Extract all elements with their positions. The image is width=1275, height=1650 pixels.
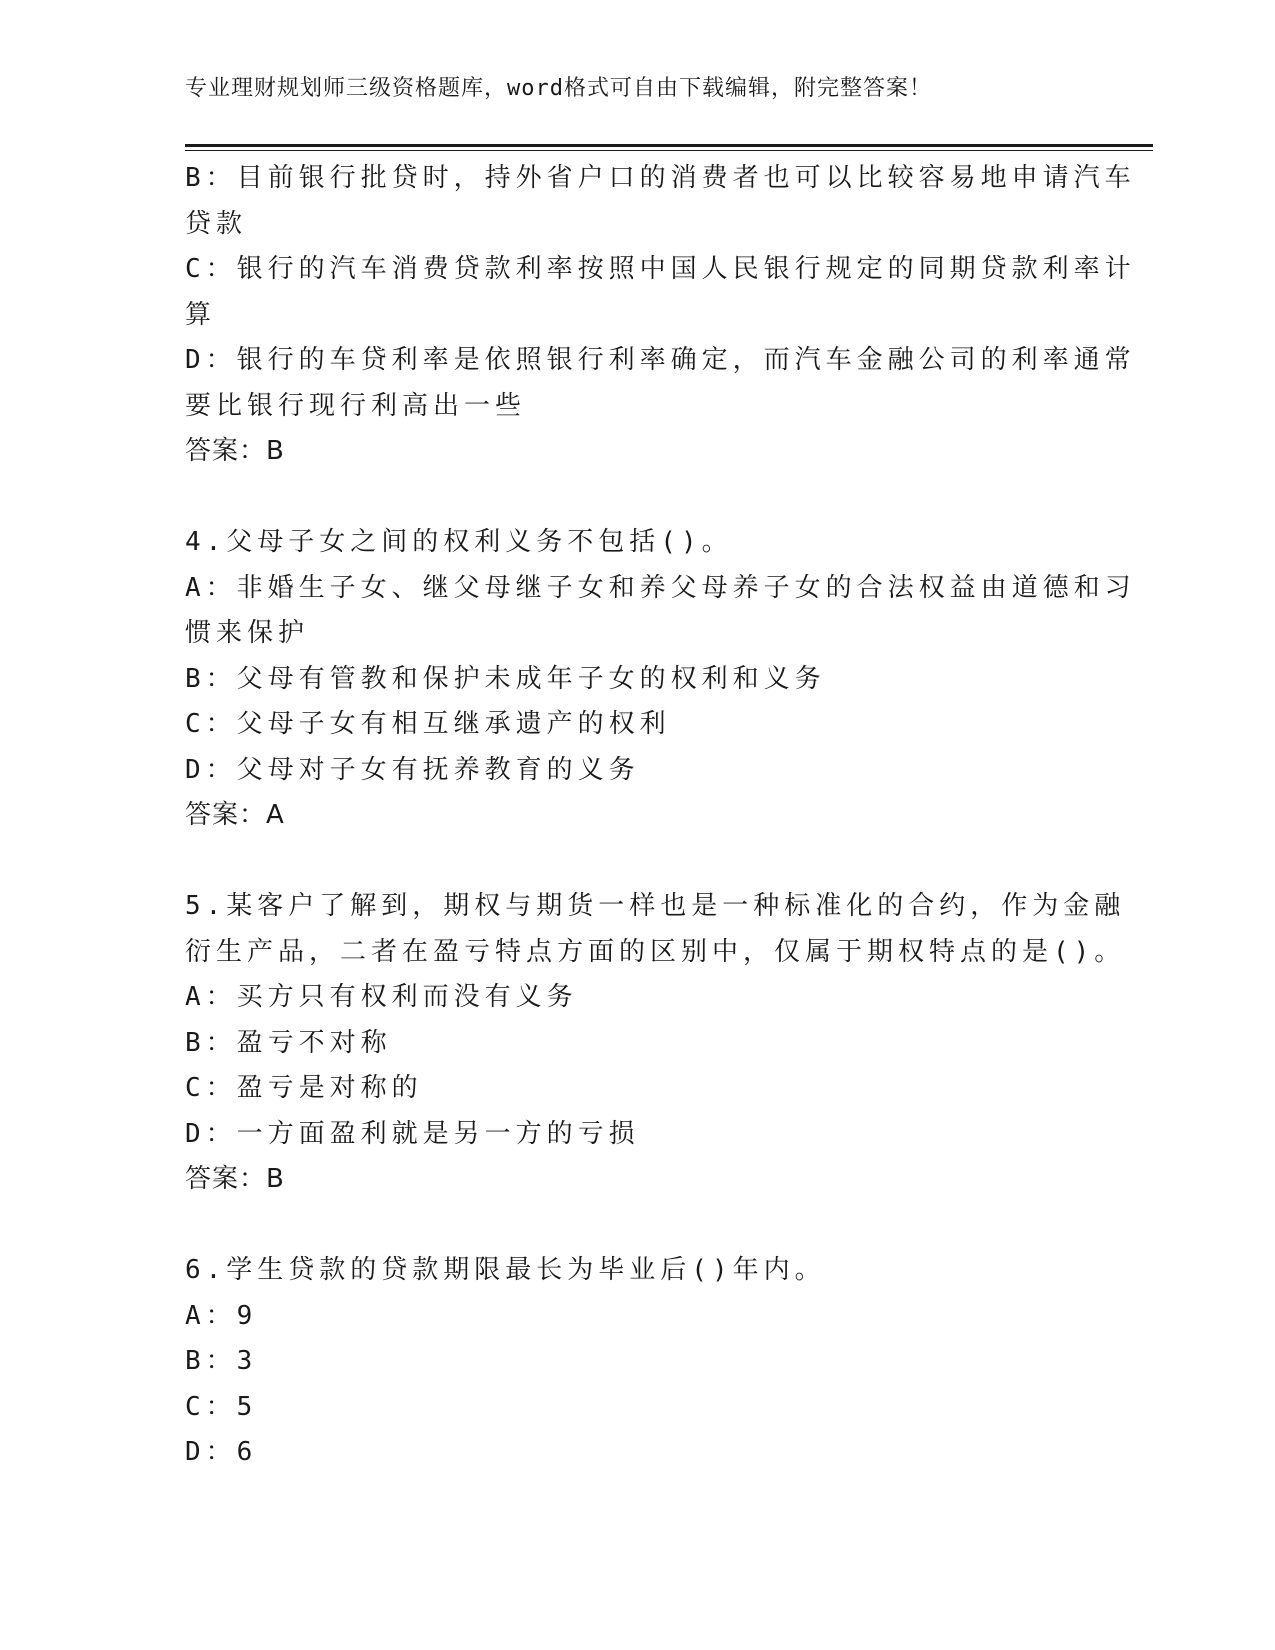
option-d: D：6 <box>185 1437 258 1467</box>
option-d: D：一方面盈利就是另一方的亏损 <box>185 1118 640 1149</box>
answer: 答案：B <box>185 436 285 466</box>
option-d-continued: 要比银行现行利高出一些 <box>185 390 527 421</box>
question-stem: 5.某客户了解到，期权与期货一样也是一种标准化的合约，作为金融 <box>185 891 1126 921</box>
spacer <box>185 475 1085 521</box>
header-rule-thick <box>185 144 1153 147</box>
option-b: B：父母有管教和保护未成年子女的权利和义务 <box>185 663 826 694</box>
question-stem: 4.父母子女之间的权利义务不包括()。 <box>185 527 733 557</box>
option-b-continued: 贷款 <box>185 208 248 239</box>
question-5 <box>185 884 1126 1203</box>
spacer <box>185 1203 1085 1249</box>
option-a-continued: 惯来保护 <box>185 618 310 648</box>
option-c-continued: 算 <box>185 299 217 330</box>
question-stem-continued: 衍生产品，二者在盈亏特点方面的区别中，仅属于期权特点的是()。 <box>185 936 1126 967</box>
option-b: B：目前银行批贷时，持外省户口的消费者也可以比较容易地申请汽车 <box>185 163 1136 193</box>
option-d: D：银行的车贷利率是依照银行利率确定，而汽车金融公司的利率通常 <box>185 345 1136 375</box>
question-list <box>185 156 1136 1476</box>
header-rule-thin <box>185 150 1153 151</box>
question-4 <box>185 520 1136 839</box>
option-c: C：银行的汽车消费贷款利率按照中国人民银行规定的同期贷款利率计 <box>185 254 1136 284</box>
spacer <box>185 839 1085 885</box>
answer: 答案：B <box>185 1164 285 1194</box>
option-c: C：盈亏是对称的 <box>185 1073 423 1103</box>
option-a: A：9 <box>185 1300 258 1331</box>
page-header: 专业理财规划师三级资格题库，word格式可自由下载编辑，附完整答案！ <box>185 76 932 101</box>
option-a: A：买方只有权利而没有义务 <box>185 982 578 1012</box>
option-b: B：3 <box>185 1346 258 1376</box>
option-c: C：父母子女有相互继承遗产的权利 <box>185 709 671 739</box>
question-6 <box>185 1248 1085 1476</box>
option-b: B：盈亏不对称 <box>185 1027 392 1058</box>
question-stem: 6.学生贷款的贷款期限最长为毕业后()年内。 <box>185 1255 826 1285</box>
option-c: C：5 <box>185 1391 258 1422</box>
option-a: A：非婚生子女、继父母继子女和养父母养子女的合法权益由道德和习 <box>185 572 1136 603</box>
answer: 答案：A <box>185 800 285 830</box>
question-3 <box>185 156 1136 475</box>
option-d: D：父母对子女有抚养教育的义务 <box>185 754 640 785</box>
